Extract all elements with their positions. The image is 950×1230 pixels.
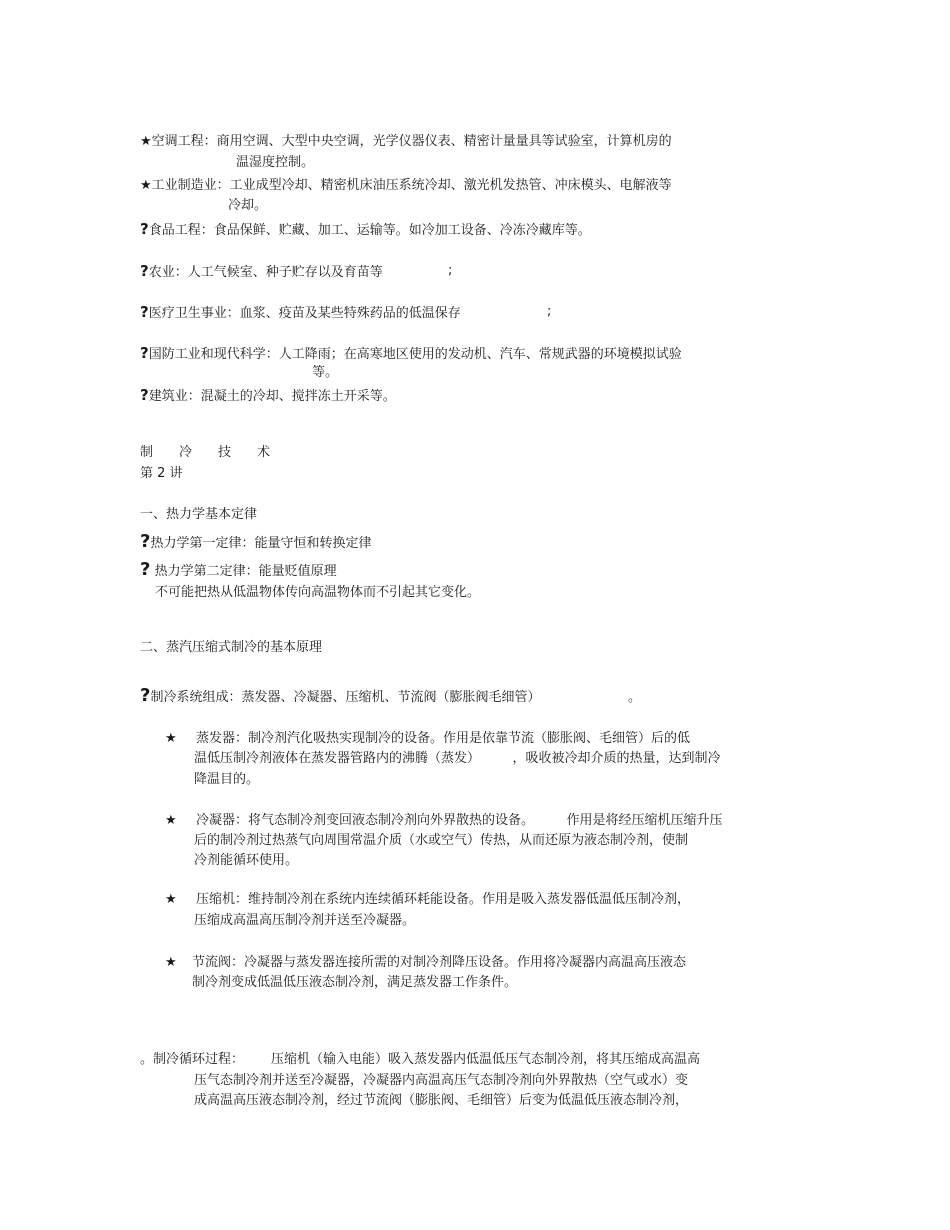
component-text-line: 节流阀：冷凝器与蒸发器连接所需的对制冷剂降压设备。作用将冷凝器内高温高压液态 (192, 955, 687, 970)
component-text-line: 制冷剂变成低温低压液态制冷剂，满足蒸发器工作条件。 (192, 975, 518, 990)
application-tail: ; (547, 304, 552, 319)
cycle-label-text: 制冷循环过程： (153, 1052, 245, 1067)
cycle-text-line: 压缩机（输入电能）吸入蒸发器内低温低压气态制冷剂，将其压缩成高温高 (271, 1052, 701, 1067)
lecture-number: 第 2 讲 (140, 466, 183, 481)
component-text-line: 降温目的。 (194, 772, 260, 787)
cycle-text-line: 成高温高压液态制冷剂，经过节流阀（膨胀阀、毛细管）后变为低温低压液态制冷剂， (194, 1093, 689, 1108)
list-item-second-law (140, 560, 337, 582)
application-continuation: 冷却。 (228, 198, 268, 213)
application-tail: ; (448, 263, 453, 278)
bullet-mark: 。 (140, 1052, 154, 1067)
application-text: 农业：人工气候室、种子贮存以及育苗等 (148, 265, 383, 280)
composition-text: 制冷系统组成：蒸发器、冷凝器、压缩机、节流阀（膨胀阀毛细管） (150, 690, 541, 705)
star-icon: ★ (140, 134, 152, 149)
cycle-text-line: 压气态制冷剂并送至冷凝器，冷凝器内高温高压气态制冷剂向外界散热（空气或水）变 (194, 1073, 689, 1088)
question-mark-icon: ? (140, 303, 149, 321)
question-mark-icon: ? (140, 220, 149, 238)
star-icon: ★ (140, 178, 152, 193)
question-mark-icon: ? (140, 386, 149, 404)
star-icon: ★ (165, 731, 177, 746)
application-text: 建筑业：混凝土的冷却、搅拌冻土开采等。 (148, 389, 396, 404)
application-text: 空调工程：商用空调、大型中央空调，光学仪器仪表、精密计量量具等试验室，计算机房的 (151, 134, 672, 149)
application-text: 食品工程：食品保鲜、贮藏、加工、运输等。如冷加工设备、冷冻冷藏库等。 (148, 223, 591, 238)
component-text-line: 冷剂能循环使用。 (194, 853, 299, 868)
system-composition (140, 686, 540, 708)
star-icon: ★ (165, 813, 177, 828)
application-text: 医疗卫生事业：血浆、疫苗及某些特殊药品的低温保存 (148, 306, 461, 321)
star-icon: ★ (165, 892, 177, 907)
list-item-first-law (140, 532, 371, 554)
component-text-line: 后的制冷剂过热蒸气向周围常温介质（水或空气）传热，从而还原为液态制冷剂，使制 (194, 833, 689, 848)
component-text-line: 压缩机：维持制冷剂在系统内连续循环耗能设备。作用是吸入蒸发器低温低压制冷剂， (196, 892, 691, 907)
list-item-text: 热力学第一定律：能量守恒和转换定律 (150, 536, 372, 551)
question-mark-icon: ? (140, 262, 149, 280)
question-mark-icon: ? (140, 531, 151, 552)
course-title: 制 冷 技 术 (140, 445, 271, 460)
component-text-line: 温低压制冷剂液体在蒸发器管路内的沸腾（蒸发） ，吸收被冷却介质的热量，达到制冷 (194, 751, 721, 766)
component-text-line: 冷凝器：将气态制冷剂变回液态制冷剂向外界散热的设备。 作用是将经压缩机压缩升压 (196, 813, 723, 828)
component-text-line: 蒸发器：制冷剂汽化吸热实现制冷的设备。作用是依靠节流（膨胀阀、毛细管）后的低 (196, 731, 691, 746)
question-mark-icon: ? (140, 685, 151, 706)
second-law-note: 不可能把热从低温物体传向高温物体而不引起其它变化。 (155, 585, 481, 600)
list-item-text: 热力学第二定律：能量贬值原理 (150, 564, 337, 579)
application-continuation: 等。 (312, 365, 339, 380)
application-text: 工业制造业：工业成型冷却、精密机床油压系统冷却、激光机发热管、冲床模头、电解液等 (151, 178, 672, 193)
application-continuation: 温湿度控制。 (236, 155, 315, 170)
section-heading-thermodynamics: 一、热力学基本定律 (140, 507, 258, 522)
section-heading-vapor-compression: 二、蒸汽压缩式制冷的基本原理 (140, 640, 323, 655)
composition-tail: 。 (628, 690, 642, 705)
application-text: 国防工业和现代科学：人工降雨；在高寒地区使用的发动机、汽车、常规武器的环境模拟试验 (148, 347, 682, 362)
question-mark-icon: ? (140, 559, 151, 580)
cycle-label (140, 1050, 244, 1070)
question-mark-icon: ? (140, 344, 149, 362)
star-icon: ★ (165, 955, 177, 970)
component-text-line: 压缩成高温高压制冷剂并送至冷凝器。 (194, 913, 416, 928)
